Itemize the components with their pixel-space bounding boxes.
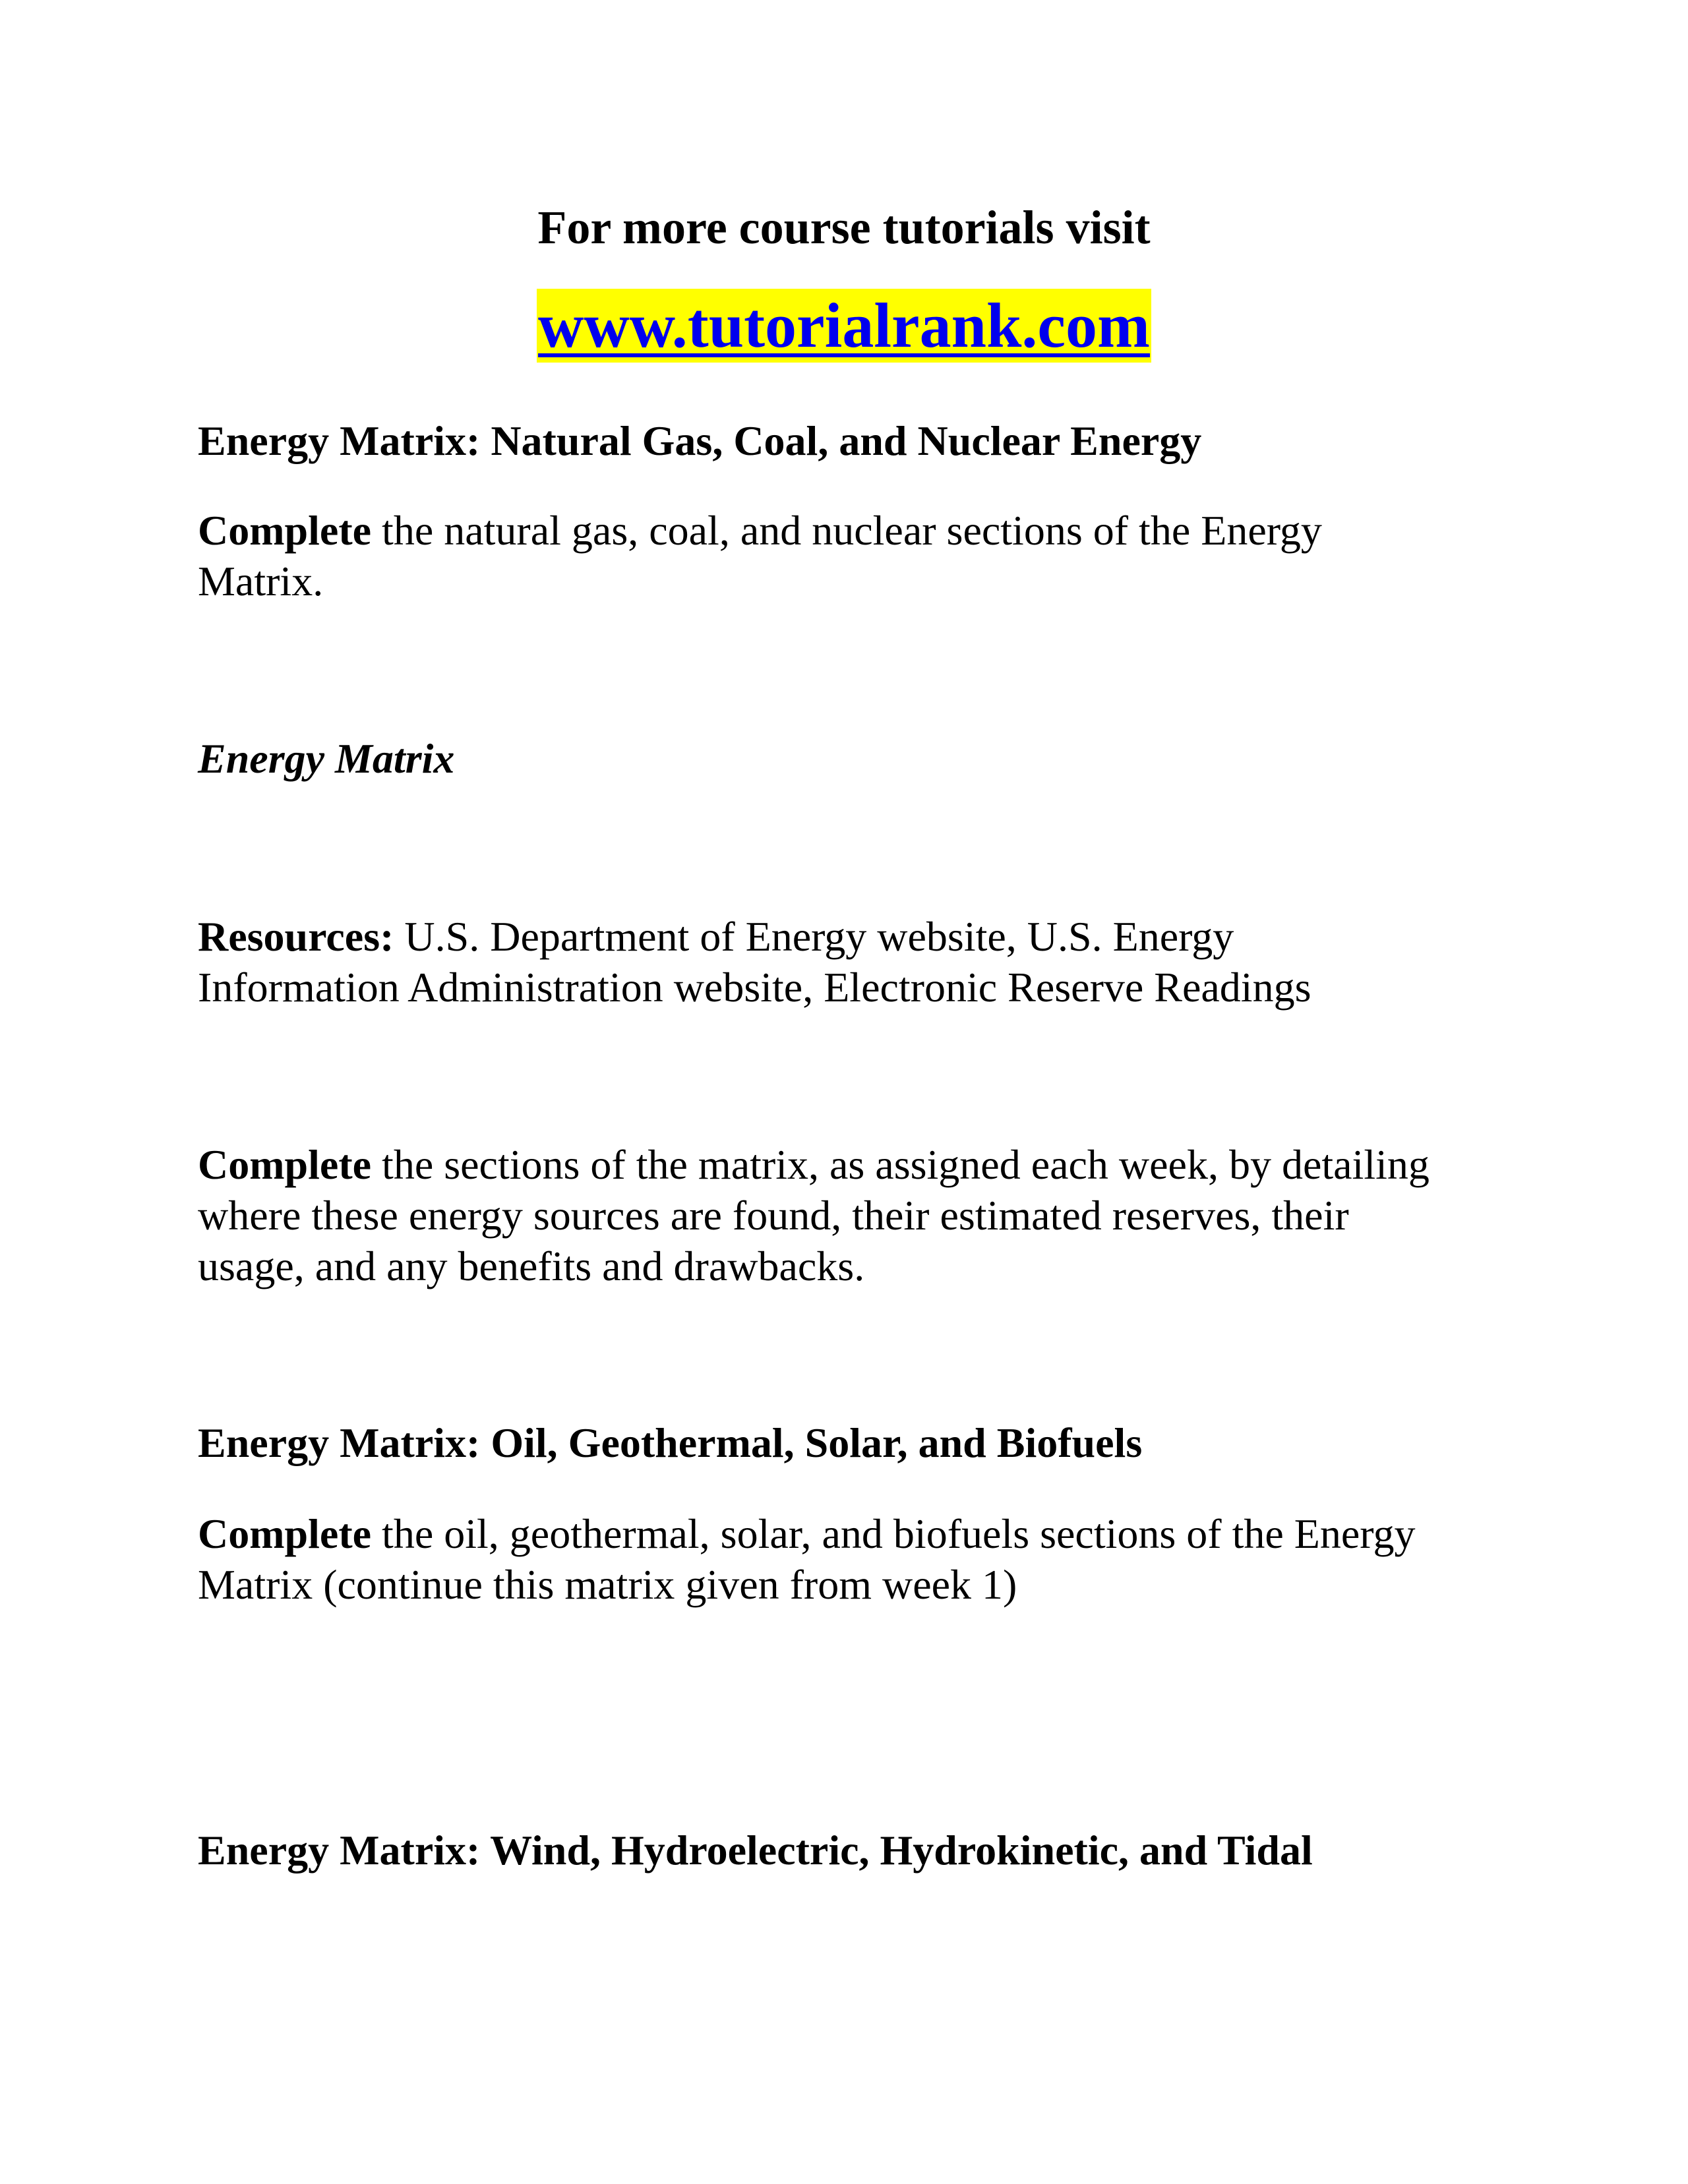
website-link[interactable]: www.tutorialrank.com [537,289,1151,363]
paragraph-text: the natural gas, coal, and nuclear sections of the Energy [371,507,1322,554]
paragraph-natural-gas-coal-nuclear [198,505,1517,606]
section-heading-natural-gas-coal-nuclear: Energy Matrix: Natural Gas, Coal, and Nuclear Energy [198,417,1202,464]
paragraph-lead: Complete [198,1510,372,1557]
paragraph-line: Matrix (continue this matrix given from week 1) [198,1561,1017,1608]
header-url-row [0,289,1688,363]
paragraph-line [198,1139,1517,1190]
paragraph-text: the oil, geothermal, solar, and biofuels sections of the Energy [371,1510,1416,1557]
section-heading-oil-geothermal-solar-biofuels: Energy Matrix: Oil, Geothermal, Solar, and Biofuels [198,1419,1143,1466]
resources-label: Resources: [198,913,394,960]
paragraph-lead: Complete [198,507,372,554]
paragraph-line: usage, and any benefits and drawbacks. [198,1243,865,1289]
paragraph-text: the sections of the matrix, as assigned each week, by detailing [371,1141,1430,1188]
section-heading-wind-hydro-tidal: Energy Matrix: Wind, Hydroelectric, Hydrokinetic, and Tidal [198,1827,1313,1874]
paragraph-line [198,911,1517,962]
energy-matrix-italic-heading: Energy Matrix [198,735,455,782]
paragraph-text: U.S. Department of Energy website, U.S. Energy [394,913,1234,960]
paragraph-line: Matrix. [198,558,324,605]
paragraph-complete-sections [198,1139,1517,1291]
paragraph-line [198,1508,1517,1559]
paragraph-line: where these energy sources are found, their estimated reserves, their [198,1192,1349,1239]
paragraph-lead: Complete [198,1141,372,1188]
paragraph-line [198,505,1517,556]
resources-paragraph [198,911,1517,1013]
paragraph-line: Information Administration website, Electronic Reserve Readings [198,964,1311,1011]
header-visit-text: For more course tutorials visit [537,201,1151,254]
paragraph-oil-geothermal-solar-biofuels [198,1508,1517,1610]
